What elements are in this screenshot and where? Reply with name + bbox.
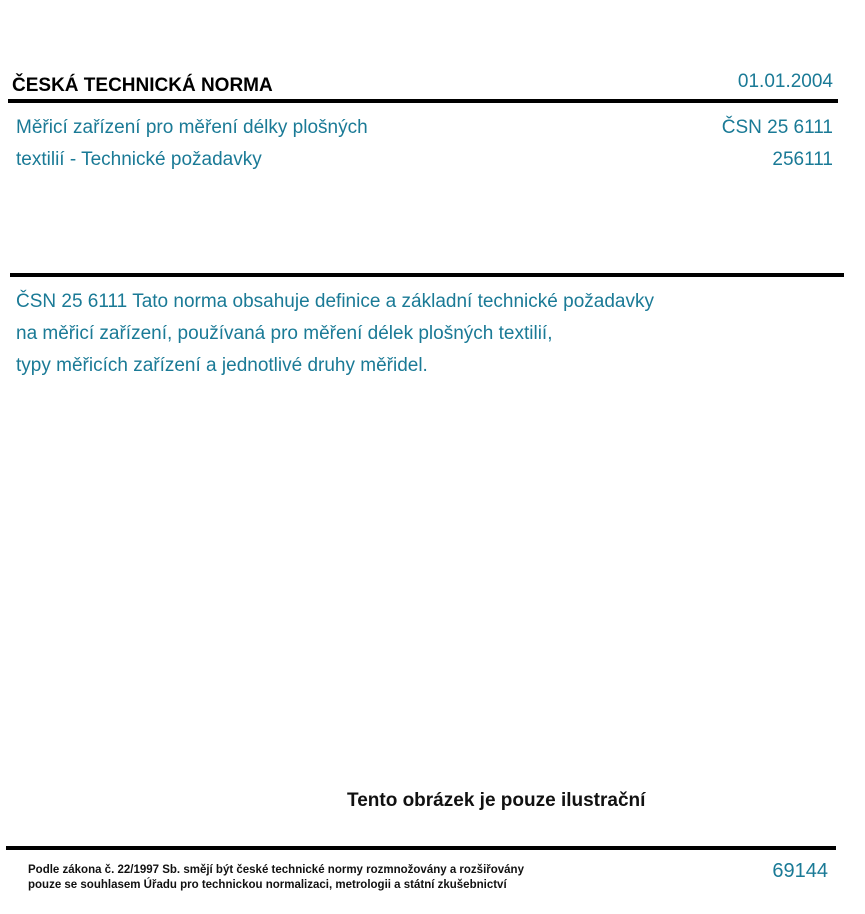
standard-description: [16, 286, 654, 382]
section-divider: [10, 273, 844, 277]
standard-title-line: Měřicí zařízení pro měření délky plošných: [16, 117, 368, 138]
footer-divider: [6, 846, 836, 850]
illustration-note: Tento obrázek je pouze ilustrační: [347, 790, 646, 811]
header-divider: [8, 99, 838, 103]
legal-notice-line: Podle zákona č. 22/1997 Sb. smějí být české technické normy rozmnožovány a rozšiřovány: [28, 864, 524, 876]
legal-notice: [28, 863, 524, 893]
document-type-heading: ČESKÁ TECHNICKÁ NORMA: [12, 75, 273, 96]
description-line: na měřicí zařízení, používaná pro měření délek plošných textilií,: [16, 323, 553, 344]
legal-notice-line: pouze se souhlasem Úřadu pro technickou normalizaci, metrologii a státní zkušebnictví: [28, 879, 507, 891]
standard-identifiers: [722, 112, 833, 176]
catalog-number: 69144: [772, 860, 828, 882]
description-line: typy měřicích zařízení a jednotlivé druhy měřidel.: [16, 355, 428, 376]
standard-code: ČSN 25 6111: [721, 117, 833, 138]
standard-title: [16, 112, 368, 176]
standard-title-line: textilií - Technické požadavky: [16, 149, 262, 170]
description-line: ČSN 25 6111 Tato norma obsahuje definice a základní technické požadavky: [16, 291, 654, 312]
classification-number: 256111: [772, 149, 833, 170]
issue-date: 01.01.2004: [737, 71, 833, 92]
